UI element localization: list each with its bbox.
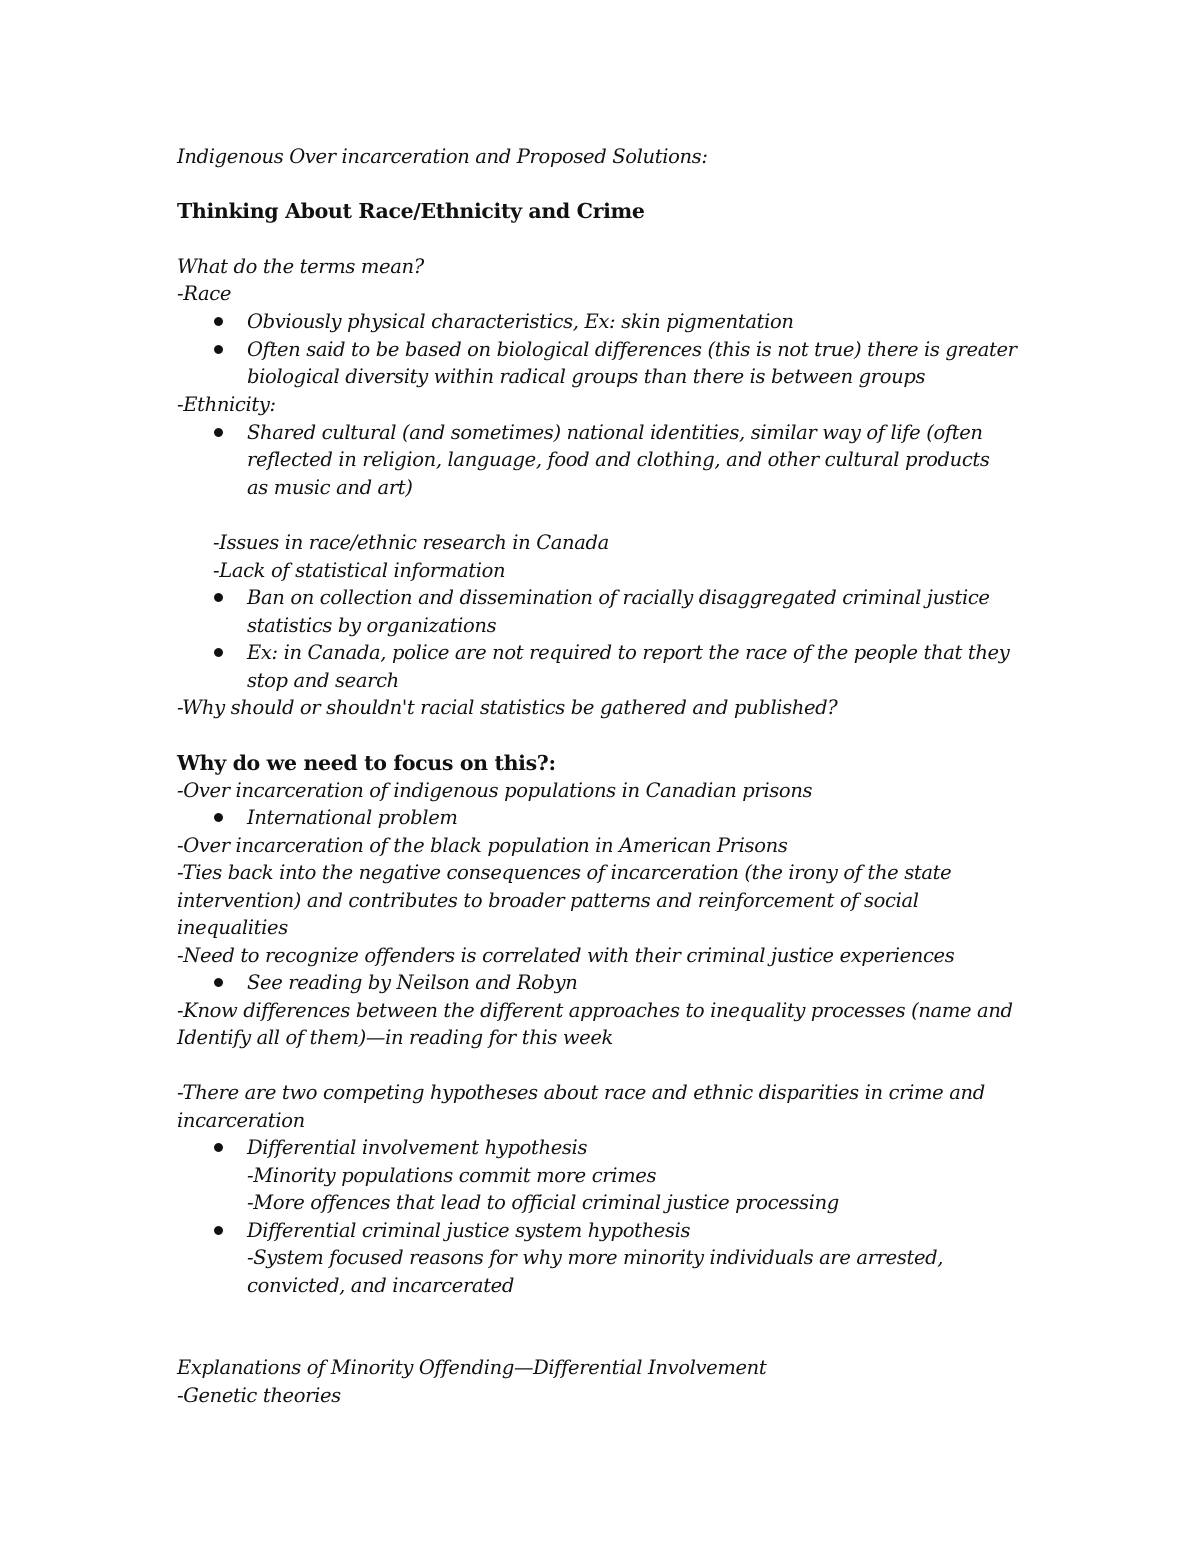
hypothesis-2-point-b: convicted, and incarcerated bbox=[247, 1274, 514, 1297]
issues-line: -Issues in race/ethnic research in Canada bbox=[213, 531, 609, 554]
ethnicity-label: -Ethnicity: bbox=[177, 393, 276, 416]
race-bullet-2-line-2: biological diversity within radical groups than there is between groups bbox=[247, 365, 926, 388]
see-reading-bullet: See reading by Neilson and Robyn bbox=[247, 971, 578, 994]
bullet-icon bbox=[214, 428, 223, 437]
hypothesis-1: Differential involvement hypothesis bbox=[247, 1136, 588, 1159]
explanations-heading: Explanations of Minority Offending—Differential Involvement bbox=[177, 1356, 767, 1379]
over-black-line: -Over incarceration of the black population in American Prisons bbox=[177, 834, 788, 857]
bullet-icon bbox=[214, 1143, 223, 1152]
race-label: -Race bbox=[177, 282, 232, 305]
international-bullet: International problem bbox=[247, 806, 458, 829]
know-line-2: Identify all of them)—in reading for this week bbox=[177, 1026, 614, 1049]
ties-line-2: intervention) and contributes to broader patterns and reinforcement of social bbox=[177, 889, 919, 912]
section-heading-why-focus: Why do we need to focus on this?: bbox=[177, 751, 556, 775]
ethnicity-bullet-line-3: as music and art) bbox=[247, 476, 413, 499]
bullet-icon bbox=[214, 317, 223, 326]
section-heading-race-ethnicity: Thinking About Race/Ethnicity and Crime bbox=[177, 199, 645, 223]
hypotheses-intro-line-2: incarceration bbox=[177, 1109, 305, 1132]
need-line: -Need to recognize offenders is correlated with their criminal justice experiences bbox=[177, 944, 955, 967]
hypothesis-1-point-a: -Minority populations commit more crimes bbox=[247, 1164, 657, 1187]
ban-line-2: statistics by organizations bbox=[247, 614, 497, 637]
example-line-1: Ex: in Canada, police are not required to report the race of the people that they bbox=[247, 641, 1010, 664]
bullet-icon bbox=[214, 813, 223, 822]
bullet-icon bbox=[214, 593, 223, 602]
over-indigenous-line: -Over incarceration of indigenous populations in Canadian prisons bbox=[177, 779, 813, 802]
hypothesis-1-point-b: -More offences that lead to official criminal justice processing bbox=[247, 1191, 839, 1214]
terms-question: What do the terms mean? bbox=[177, 255, 424, 278]
race-bullet-2-line-1: Often said to be based on biological differences (this is not true) there is greater bbox=[247, 338, 1017, 361]
lack-line: -Lack of statistical information bbox=[213, 559, 506, 582]
know-line-1: -Know differences between the different approaches to inequality processes (name and bbox=[177, 999, 1013, 1022]
example-line-2: stop and search bbox=[247, 669, 399, 692]
race-bullet-1: Obviously physical characteristics, Ex: skin pigmentation bbox=[247, 310, 794, 333]
ties-line-3: inequalities bbox=[177, 916, 288, 939]
why-stats-line: -Why should or shouldn't racial statistics be gathered and published? bbox=[177, 696, 838, 719]
hypothesis-2-point-a: -System focused reasons for why more minority individuals are arrested, bbox=[247, 1246, 944, 1269]
hypothesis-2: Differential criminal justice system hypothesis bbox=[247, 1219, 691, 1242]
ties-line-1: -Ties back into the negative consequences of incarceration (the irony of the state bbox=[177, 861, 952, 884]
bullet-icon bbox=[214, 978, 223, 987]
bullet-icon bbox=[214, 345, 223, 354]
bullet-icon bbox=[214, 1226, 223, 1235]
ethnicity-bullet-line-1: Shared cultural (and sometimes) national identities, similar way of life (often bbox=[247, 421, 983, 444]
document-title: Indigenous Over incarceration and Proposed Solutions: bbox=[177, 145, 708, 168]
genetic-theories-line: -Genetic theories bbox=[177, 1384, 341, 1407]
hypotheses-intro-line-1: -There are two competing hypotheses about race and ethnic disparities in crime and bbox=[177, 1081, 985, 1104]
bullet-icon bbox=[214, 648, 223, 657]
ban-line-1: Ban on collection and dissemination of racially disaggregated criminal justice bbox=[247, 586, 990, 609]
ethnicity-bullet-line-2: reflected in religion, language, food and clothing, and other cultural products bbox=[247, 448, 990, 471]
